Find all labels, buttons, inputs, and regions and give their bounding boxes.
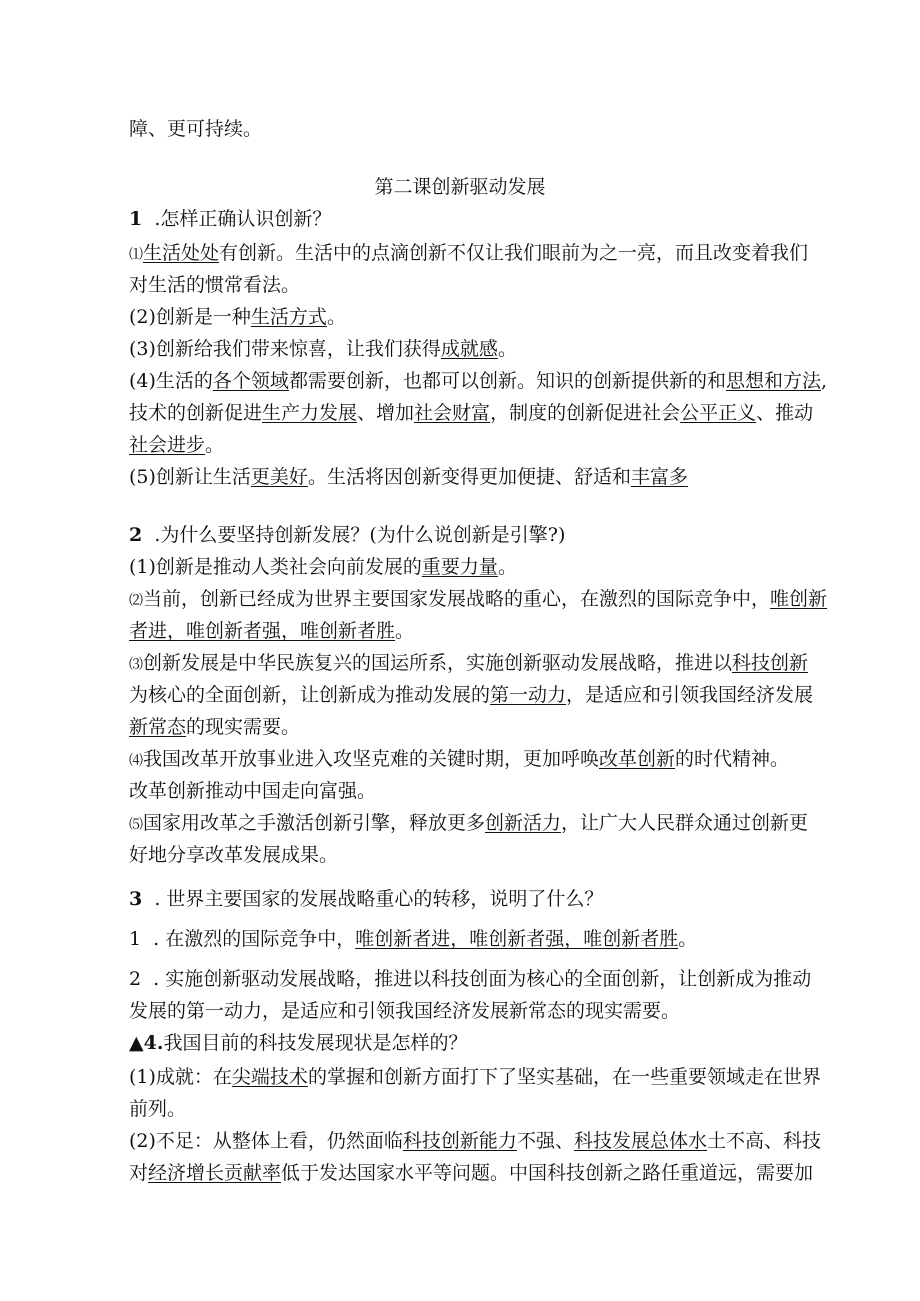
question-heading: 2 .为什么要坚持创新发展？(为什么说创新是引擎?) [129, 524, 566, 546]
text-line: (4)生活的各个领域都需要创新，也都可以创新。知识的创新提供新的和思想和方法, [129, 370, 828, 392]
text-line: ⑴生活处处有创新。生活中的点滴创新不仅让我们眼前为之一亮，而且改变着我们 [129, 242, 809, 264]
lesson-title: 第二课创新驱动发展 [374, 176, 546, 198]
text-line: (2)不足：从整体上看，仍然面临科技创新能力不强、科技发展总体水土不高、科技 [129, 1130, 821, 1152]
text-line: 者进，唯创新者强，唯创新者胜。 [129, 620, 415, 642]
text-line: ⑵当前，创新已经成为世界主要国家发展战略的重心，在激烈的国际竞争中，唯创新 [129, 588, 828, 610]
text-line: 对经济增长贡献率低于发达国家水平等问题。中国科技创新之路任重道远，需要加 [129, 1162, 814, 1184]
text-line: ⑶创新发展是中华民族复兴的国运所系，实施创新驱动发展战略，推进以科技创新 [129, 652, 809, 674]
text-line: (2)创新是一种生活方式。 [129, 306, 346, 328]
text-line: (1)成就：在尖端技术的掌握和创新方面打下了坚实基础，在一些重要领域走在世界 [129, 1066, 821, 1088]
text-line: 1 . 在激烈的国际竞争中，唯创新者进，唯创新者强，唯创新者胜。 [129, 928, 698, 950]
text-line: 障、更可持续。 [129, 118, 263, 140]
text-line: 改革创新推动中国走向富强。 [129, 780, 377, 802]
text-line: (5)创新让生活更美好。生活将因创新变得更加便捷、舒适和丰富多 [129, 466, 688, 488]
question-heading: 3 . 世界主要国家的发展战略重心的转移，说明了什么？ [129, 888, 604, 910]
text-line: 社会进步。 [129, 434, 225, 456]
text-line: 好地分享改革发展成果。 [129, 844, 339, 866]
text-line: (3)创新给我们带来惊喜，让我们获得成就感。 [129, 338, 517, 360]
question-heading: 1 .怎样正确认识创新？ [129, 208, 332, 230]
text-line: 技术的创新促进生产力发展、增加社会财富，制度的创新促进社会公平正义、推动 [129, 402, 814, 424]
text-line: 为核心的全面创新，让创新成为推动发展的第一动力，是适应和引领我国经济发展 [129, 684, 814, 706]
text-line: 2 . 实施创新驱动发展战略，推进以科技创面为核心的全面创新，让创新成为推动 [129, 968, 812, 990]
text-line: ⑸国家用改革之手激活创新引擎，释放更多创新活力，让广大人民群众通过创新更 [129, 812, 809, 834]
text-line: 新常态的现实需要。 [129, 716, 301, 738]
text-line: 对生活的惯常看法。 [129, 274, 301, 296]
text-line: 前列。 [129, 1098, 187, 1120]
text-line: 发展的第一动力，是适应和引领我国经济发展新常态的现实需要。 [129, 1000, 681, 1022]
text-line: ⑷我国改革开放事业进入攻坚克难的关键时期，更加呼唤改革创新的时代精神。 [129, 748, 790, 770]
question-heading: ▲4.我国目前的科技发展现状是怎样的？ [129, 1032, 468, 1054]
text-line: (1)创新是推动人类社会向前发展的重要力量。 [129, 556, 517, 578]
